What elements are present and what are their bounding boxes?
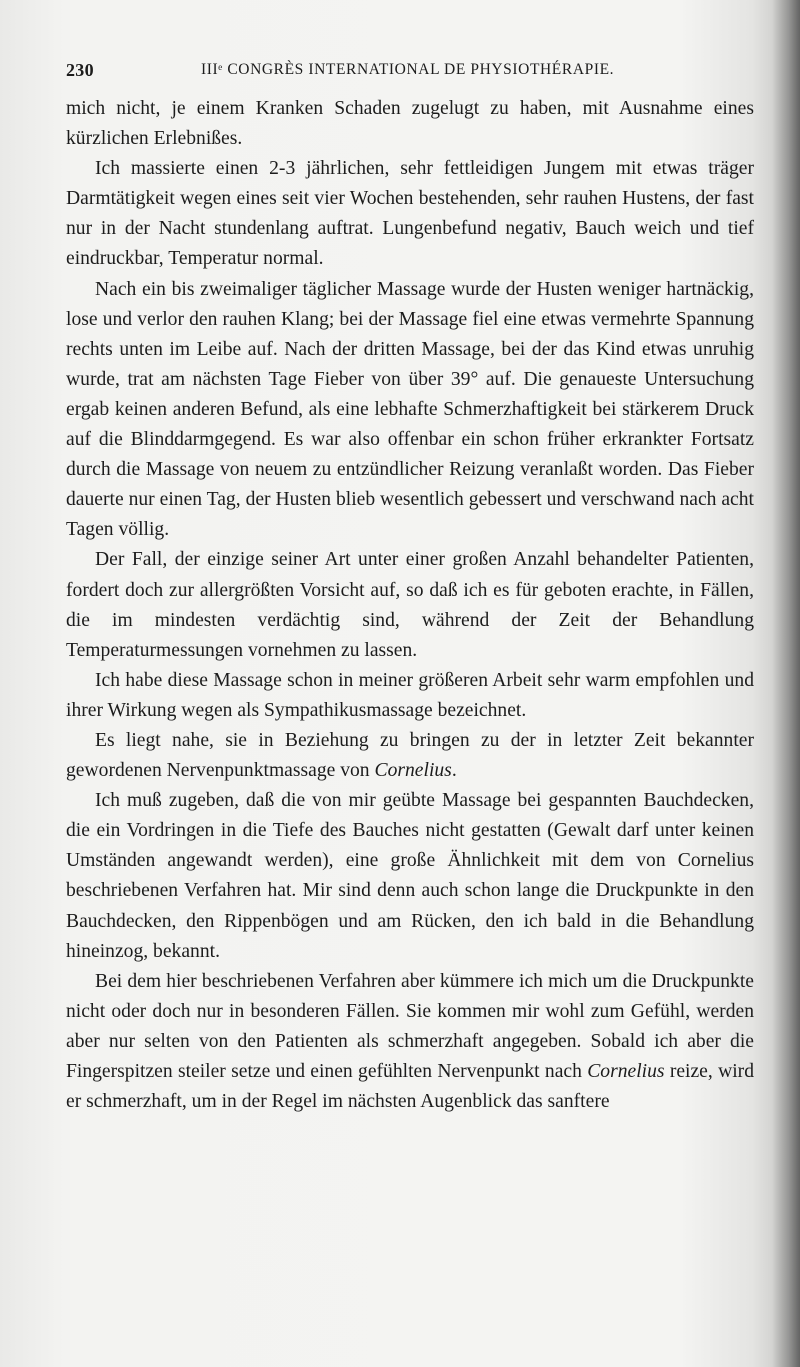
paragraph-text: Bei dem hier beschriebenen Verfahren aber kümmere ich mich um die Druckpunkte nicht oder doch nur in besonderen Fällen. Sie kommen mir wohl zum Gefühl, werden aber nur selten von den Patienten als schmerzhaft angegeben. Sobald ich aber die Fingerspitzen steiler setze und einen gefühlten Nervenpunkt nach [66,970,754,1082]
paragraph: Ich massierte einen 2-3 jährlichen, sehr fettleidigen Jungem mit etwas träger Darmtätigkeit wegen eines seit vier Wochen bestehenden, sehr rauhen Hustens, der fast nur in der Nacht stundenlang auftrat. Lungenbefund negativ, Bauch weich und tief eindruckbar, Temperatur normal. [66,158,754,270]
author-name: Cornelius [374,760,452,782]
author-name: Cornelius [587,1061,665,1082]
page-number: 230 [66,60,94,80]
paragraph: Ich muß zugeben, daß die von mir geübte Massage bei gespannten Bauchdecken, die ein Vordringen in die Tiefe des Bauches nicht gestatten (Gewalt darf unter keinen Umständen angewandt werden), eine große Ähnlichkeit mit dem von Cornelius beschriebenen Verfahren hat. Mir sind denn auch schon lange die Druckpunkte in den Bauchdecken, den Rippenbögen und am Rücken, den ich bald in die Behandlung hineinzog, bekannt. [66,790,754,962]
paragraph: Nach ein bis zweimaliger täglicher Massage wurde der Husten weniger hartnäckig, lose und verlor den rauhen Klang; bei der Massage fiel eine etwas vermehrte Spannung rechts unten im Leibe auf. Nach der dritten Massage, bei der das Kind etwas unruhig wurde, trat am nächsten Tage Fieber von über 39° auf. Die genaueste Untersuchung ergab keinen anderen Befund, als eine lebhafte Schmerzhaftigkeit bei stärkerem Druck auf die Blinddarmgegend. Es war also offenbar ein schon früher erkrankter Fortsatz durch die Massage von neuem zu entzündlicher Reizung veranlaßt worden. Das Fieber dauerte nur einen Tag, der Husten blieb wesentlich gebessert und verschwand nach acht Tagen völlig. [66,278,754,541]
paragraph-text: reize, wird er schmerzhaft, um in der Regel im nächsten Augenblick das sanftere [66,1061,754,1113]
paragraph [66,726,754,786]
paragraph-text: . [451,760,457,782]
page-spine-shadow [772,0,800,1367]
paragraph: mich nicht, je einem Kranken Schaden zugelugt zu haben, mit Ausnahme eines kürzlichen Erlebnißes. [66,98,754,150]
body-text [66,94,754,1117]
paragraph: Der Fall, der einzige seiner Art unter einer großen Anzahl behandelter Patienten, fordert doch zur allergrößten Vorsicht auf, so daß ich es für geboten erachte, in Fällen, die im mindesten verdächtig sind, während der Zeit der Behandlung Temperaturmessungen vornehmen zu lassen. [66,549,754,661]
paragraph [66,967,754,1117]
running-title: IIIᵉ CONGRÈS INTERNATIONAL DE PHYSIOTHÉRAPIE. [201,61,615,78]
paragraph: Ich habe diese Massage schon in meiner größeren Arbeit sehr warm empfohlen und ihrer Wirkung wegen als Sympathikusmassage bezeichnet. [66,669,754,721]
paragraph-text: Es liegt nahe, sie in Beziehung zu bringen zu der in letzter Zeit bekannter gewordenen Nervenpunktmassage von [66,729,754,782]
